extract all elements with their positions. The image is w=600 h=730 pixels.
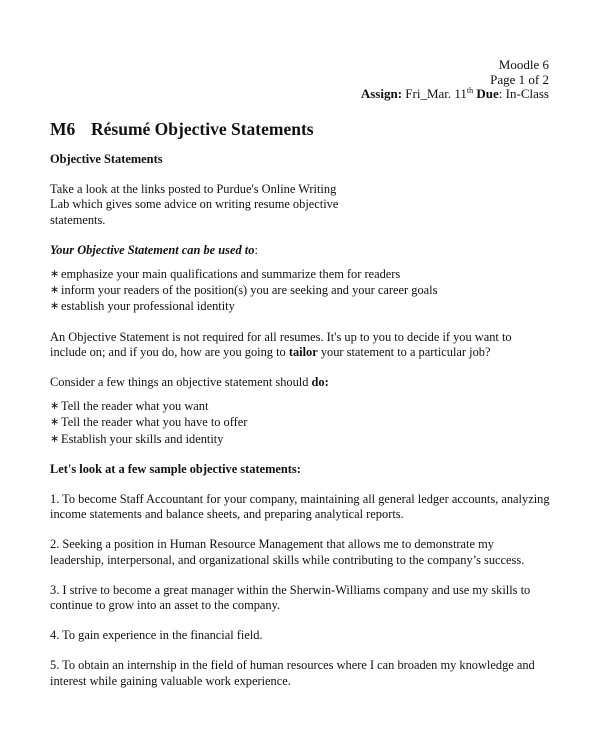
bullet-icon: ∗ <box>50 416 60 429</box>
assignment-line <box>361 87 549 102</box>
list-item <box>50 415 550 430</box>
module-code: M6 <box>50 119 76 139</box>
not-required-text: An Objective Statement is not required for all resumes. It's up to you to decide if you want to include on; and if you do, how are you going to <box>50 329 512 359</box>
page-title <box>50 119 314 140</box>
used-for-list <box>50 267 550 315</box>
list-item-text: Tell the reader what you have to offer <box>61 415 248 430</box>
used-for-heading <box>50 243 550 258</box>
used-for-colon: : <box>254 242 258 257</box>
assign-date-suffix: th <box>466 86 474 95</box>
list-item <box>50 299 550 314</box>
list-item <box>50 432 550 447</box>
bullet-icon: ∗ <box>50 268 60 281</box>
used-for-heading-text: Your Objective Statement can be used to <box>50 242 255 257</box>
section-heading: Objective Statements <box>50 152 163 166</box>
sample-item: 3. I strive to become a great manager within the Sherwin-Williams company and use my skills to continue to grow into an asset to the company. <box>50 582 531 613</box>
list-item-text: Tell the reader what you want <box>61 399 209 414</box>
sample-item: 1. To become Staff Accountant for your company, maintaining all general ledger accounts, analyzing income statements and balance sheets, and preparing analytical reports. <box>50 492 550 522</box>
list-item <box>50 283 550 298</box>
due-label: Due <box>476 86 499 101</box>
document-body <box>50 152 550 704</box>
assign-date: Fri_Mar. 11 <box>405 86 467 101</box>
list-item-text: inform your readers of the position(s) you are seeking and your career goals <box>61 283 438 298</box>
sample-item: 5. To obtain an internship in the field of human resources where I can broaden my knowledge and interest while gaining valuable work experience. <box>50 658 535 688</box>
samples-list <box>50 492 550 689</box>
not-required-paragraph <box>50 330 550 360</box>
title-text: Résumé Objective Statements <box>91 119 314 139</box>
course-name: Moodle 6 <box>498 57 549 72</box>
due-value: : In-Class <box>498 86 549 101</box>
list-item-text: establish your professional identity <box>61 299 235 314</box>
bullet-icon: ∗ <box>50 284 60 297</box>
consider-list <box>50 399 550 447</box>
list-item <box>50 267 550 282</box>
assign-label: Assign: <box>360 86 403 101</box>
intro-paragraph: Take a look at the links posted to Purdue's Online Writing Lab which gives some advice on writing resume objective statements. <box>50 182 339 227</box>
bullet-icon: ∗ <box>50 432 60 445</box>
list-item-text: emphasize your main qualifications and summarize them for readers <box>61 267 401 282</box>
page-header <box>361 58 549 102</box>
samples-heading: Let's look at a few sample objective statements: <box>50 461 301 476</box>
list-item <box>50 399 550 414</box>
do-emphasis: do: <box>311 375 329 390</box>
sample-item: 4. To gain experience in the financial field. <box>50 628 263 643</box>
list-item-text: Establish your skills and identity <box>61 431 224 446</box>
consider-paragraph <box>50 375 550 390</box>
sample-item: 2. Seeking a position in Human Resource Management that allows me to demonstrate my leadership, interpersonal, and organizational skills while contributing to the company’s success. <box>50 537 525 567</box>
bullet-icon: ∗ <box>50 400 60 413</box>
bullet-icon: ∗ <box>50 300 60 313</box>
page-number: Page 1 of 2 <box>490 71 549 87</box>
not-required-text-end: your statement to a particular job? <box>317 344 491 359</box>
consider-text: Consider a few things an objective statement should <box>50 375 312 390</box>
tailor-emphasis: tailor <box>288 344 318 359</box>
